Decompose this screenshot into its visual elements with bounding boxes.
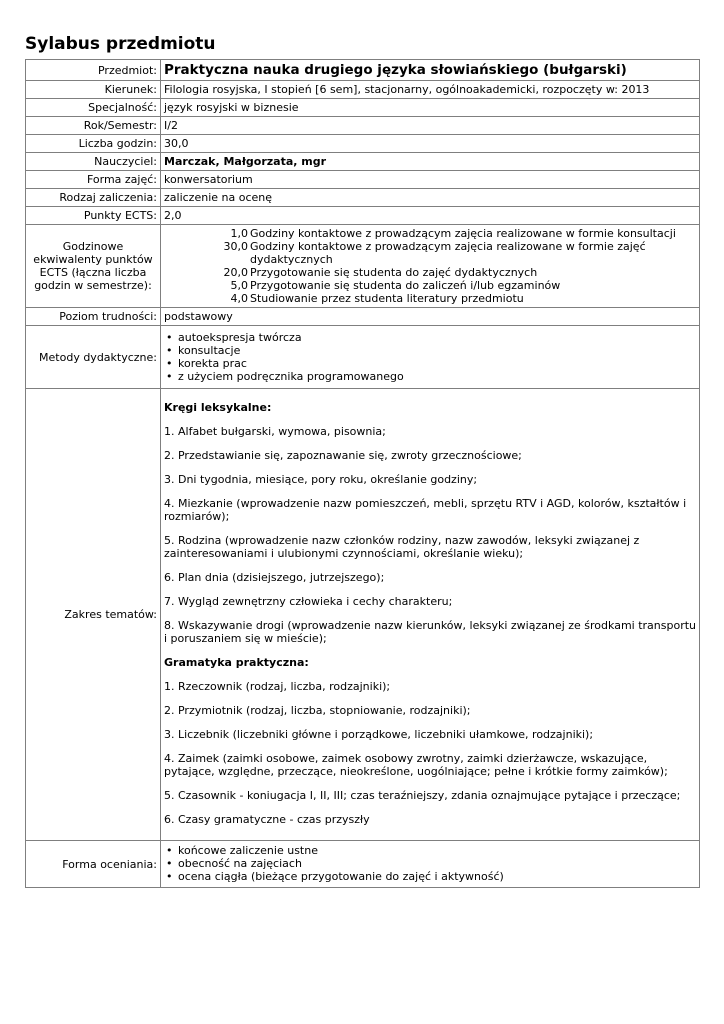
ects-desc: Przygotowanie się studenta do zajęć dydaktycznych bbox=[250, 266, 538, 279]
ects-hours: 5,0 bbox=[230, 279, 248, 292]
ects-hours: 20,0 bbox=[223, 266, 248, 279]
value-poziom: podstawowy bbox=[161, 308, 700, 326]
row-rodzaj-zaliczenia bbox=[26, 189, 700, 207]
topic-item: 3. Liczebnik (liczebniki główne i porządkowe, liczebniki ułamkowe, rodzajniki); bbox=[164, 728, 594, 741]
row-przedmiot bbox=[26, 60, 700, 81]
label-nauczyciel: Nauczyciel: bbox=[26, 153, 161, 171]
metody-list bbox=[161, 326, 700, 389]
label-rok-semestr: Rok/Semestr: bbox=[26, 117, 161, 135]
row-zakres bbox=[26, 389, 700, 841]
value-forma-zajec: konwersatorium bbox=[161, 171, 700, 189]
ects-desc: Godziny kontaktowe z prowadzącym zajęcia realizowane w formie zajęć dydaktycznych bbox=[250, 240, 646, 266]
topic-item: 6. Plan dnia (dzisiejszego, jutrzejszego); bbox=[164, 571, 385, 584]
row-metody bbox=[26, 326, 700, 389]
lexical-heading: Kręgi leksykalne: bbox=[164, 401, 272, 414]
ects-desc: Studiowanie przez studenta literatury przedmiotu bbox=[250, 292, 524, 305]
list-item: • z użyciem podręcznika programowanego bbox=[164, 370, 696, 383]
value-rok-semestr: I/2 bbox=[161, 117, 700, 135]
ects-item bbox=[164, 266, 696, 279]
topic-item: 7. Wygląd zewnętrzny człowieka i cechy charakteru; bbox=[164, 595, 453, 608]
topic-item: 4. Miezkanie (wprowadzenie nazw pomieszczeń, mebli, sprzętu RTV i AGD, kolorów, kształtów i rozmiarów); bbox=[164, 497, 687, 523]
value-nauczyciel: Marczak, Małgorzata, mgr bbox=[161, 153, 700, 171]
ects-desc: Przygotowanie się studenta do zaliczeń i/lub egzaminów bbox=[250, 279, 561, 292]
topic-item: 2. Przedstawianie się, zapoznawanie się, zwroty grzecznościowe; bbox=[164, 449, 522, 462]
grammar-heading: Gramatyka praktyczna: bbox=[164, 656, 309, 669]
label-zakres: Zakres tematów: bbox=[26, 389, 161, 841]
value-kierunek: Filologia rosyjska, I stopień [6 sem], stacjonarny, ogólnoakademicki, rozpoczęty w: 2013 bbox=[161, 81, 700, 99]
list-item: • końcowe zaliczenie ustne bbox=[164, 844, 696, 857]
list-item: • konsultacje bbox=[164, 344, 696, 357]
ects-item bbox=[164, 279, 696, 292]
value-liczba-godzin: 30,0 bbox=[161, 135, 700, 153]
label-ects-equiv: Godzinowe ekwiwalenty punktów ECTS (łączna liczba godzin w semestrze): bbox=[26, 225, 161, 308]
topic-item: 5. Czasownik - koniugacja I, II, III; czas teraźniejszy, zdania oznajmujące pytające i przeczące; bbox=[164, 789, 681, 802]
ects-desc: Godziny kontaktowe z prowadzącym zajęcia realizowane w formie konsultacji bbox=[250, 227, 676, 240]
row-poziom bbox=[26, 308, 700, 326]
value-rodzaj-zaliczenia: zaliczenie na ocenę bbox=[161, 189, 700, 207]
row-liczba-godzin bbox=[26, 135, 700, 153]
value-specjalnosc: język rosyjski w biznesie bbox=[161, 99, 700, 117]
row-specjalnosc bbox=[26, 99, 700, 117]
row-forma-zajec bbox=[26, 171, 700, 189]
oceniania-list bbox=[161, 841, 700, 888]
ects-item bbox=[164, 227, 696, 240]
row-nauczyciel bbox=[26, 153, 700, 171]
label-specjalnosc: Specjalność: bbox=[26, 99, 161, 117]
topic-item: 3. Dni tygodnia, miesiące, pory roku, określanie godziny; bbox=[164, 473, 478, 486]
topic-item: 5. Rodzina (wprowadzenie nazw członków rodziny, nazw zawodów, leksyki związanej z zainteresowaniami i ulubionymi czynnościami, określanie wieku); bbox=[164, 534, 640, 560]
label-poziom: Poziom trudności: bbox=[26, 308, 161, 326]
topic-item: 1. Rzeczownik (rodzaj, liczba, rodzajniki); bbox=[164, 680, 391, 693]
value-punkty-ects: 2,0 bbox=[161, 207, 700, 225]
label-metody: Metody dydaktyczne: bbox=[26, 326, 161, 389]
topic-item: 2. Przymiotnik (rodzaj, liczba, stopniowanie, rodzajniki); bbox=[164, 704, 471, 717]
zakres-content bbox=[161, 389, 700, 841]
page-title: Sylabus przedmiotu bbox=[25, 34, 216, 54]
row-ects-equiv bbox=[26, 225, 700, 308]
list-item: • obecność na zajęciach bbox=[164, 857, 696, 870]
ects-hours: 4,0 bbox=[230, 292, 248, 305]
ects-item bbox=[164, 292, 696, 305]
topic-item: 8. Wskazywanie drogi (wprowadzenie nazw kierunków, leksyki związanej ze środkami transportu i poruszaniem się w mieście); bbox=[164, 619, 697, 645]
list-item: • korekta prac bbox=[164, 357, 696, 370]
row-punkty-ects bbox=[26, 207, 700, 225]
row-forma-oceniania bbox=[26, 841, 700, 888]
label-punkty-ects: Punkty ECTS: bbox=[26, 207, 161, 225]
ects-equiv-list bbox=[161, 225, 700, 308]
list-item: • ocena ciągła (bieżące przygotowanie do zajęć i aktywność) bbox=[164, 870, 696, 883]
topic-item: 4. Zaimek (zaimki osobowe, zaimek osobowy zwrotny, zaimki dzierżawcze, wskazujące, pytające, względne, przeczące, nieokreślone, uogólniające; pełne i krótkie formy zaimków); bbox=[164, 752, 668, 778]
label-forma-zajec: Forma zajęć: bbox=[26, 171, 161, 189]
list-item: • autoekspresja twórcza bbox=[164, 331, 696, 344]
label-forma-oceniania: Forma oceniania: bbox=[26, 841, 161, 888]
label-liczba-godzin: Liczba godzin: bbox=[26, 135, 161, 153]
topic-item: 6. Czasy gramatyczne - czas przyszły bbox=[164, 813, 370, 826]
ects-item bbox=[164, 240, 696, 266]
row-kierunek bbox=[26, 81, 700, 99]
ects-hours: 1,0 bbox=[230, 227, 248, 240]
row-rok-semestr bbox=[26, 117, 700, 135]
topic-item: 1. Alfabet bułgarski, wymowa, pisownia; bbox=[164, 425, 386, 438]
ects-hours: 30,0 bbox=[223, 240, 248, 253]
syllabus-table bbox=[25, 59, 700, 888]
label-rodzaj-zaliczenia: Rodzaj zaliczenia: bbox=[26, 189, 161, 207]
course-title: Praktyczna nauka drugiego języka słowiańskiego (bułgarski) bbox=[161, 60, 700, 81]
label-kierunek: Kierunek: bbox=[26, 81, 161, 99]
label-przedmiot: Przedmiot: bbox=[26, 60, 161, 81]
